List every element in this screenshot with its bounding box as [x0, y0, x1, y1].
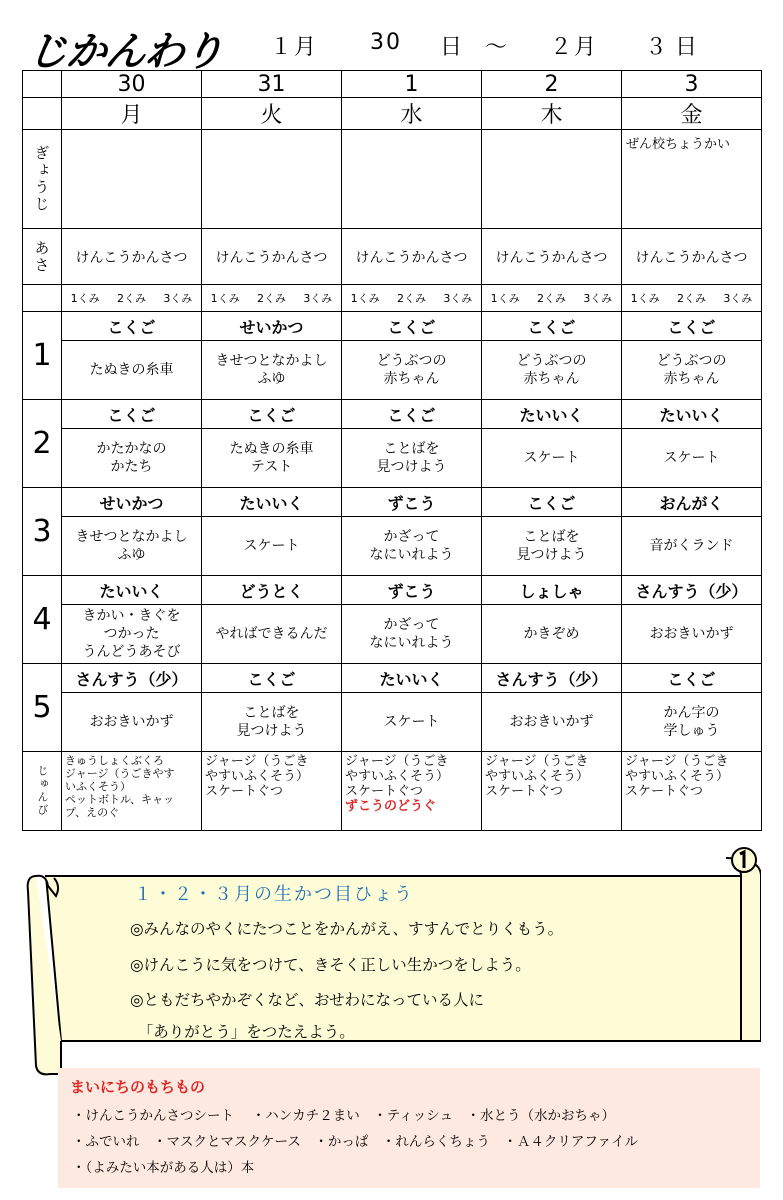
- class-label: 3くみ: [723, 292, 753, 305]
- class-cell: [622, 285, 762, 312]
- subject-cell: せいかつ: [202, 312, 342, 341]
- subject-cell: さんすう（少）: [62, 664, 202, 693]
- day-start: 30: [370, 30, 402, 55]
- class-cell: [342, 285, 482, 312]
- topic-cell: かきぞめ: [482, 605, 622, 664]
- topic-cell: スケート: [202, 517, 342, 576]
- goal-line-3: ◎ともだちやかぞくなど、おせわになっている人に: [130, 991, 485, 1009]
- subject-cell: どうとく: [202, 576, 342, 605]
- subject-cell: さんすう（少）: [482, 664, 622, 693]
- subject-cell: ずこう: [342, 576, 482, 605]
- topic-cell: かざって なにいれよう: [342, 605, 482, 664]
- belongings-line-1: ・けんこうかんさつシート ・ハンカチ２まい ・ティッシュ ・水とう（水かおちゃ）: [72, 1108, 615, 1124]
- class-list: [202, 290, 341, 306]
- belongings-title: まいにちのもちもの: [70, 1078, 206, 1096]
- preparation-cell: [342, 752, 482, 831]
- subject-cell: せいかつ: [62, 488, 202, 517]
- corner-cell: [23, 71, 62, 98]
- class-label: 2くみ: [256, 292, 286, 305]
- weekday-cell: 水: [342, 98, 482, 130]
- topic-cell: ことばを 見つけよう: [342, 429, 482, 488]
- morning-cell: けんこうかんさつ: [342, 229, 482, 285]
- class-cell: [202, 285, 342, 312]
- period-topic-row: [23, 341, 762, 400]
- class-label: 1くみ: [630, 292, 660, 305]
- morning-row: [23, 229, 762, 285]
- goal-line-1: ◎みんなのやくにたつことをかんがえ、すすんでとりくもう。: [130, 920, 564, 938]
- subject-cell: たいいく: [342, 664, 482, 693]
- class-label: 3くみ: [163, 292, 193, 305]
- class-label: 1くみ: [70, 292, 100, 305]
- weekday-cell: 月: [62, 98, 202, 130]
- events-label: ぎょうじ: [32, 145, 51, 213]
- topic-cell: たぬきの糸車: [62, 341, 202, 400]
- topic-cell: かざって なにいれよう: [342, 517, 482, 576]
- subject-cell: たいいく: [202, 488, 342, 517]
- period-number: 3: [23, 488, 62, 576]
- class-label: 2くみ: [536, 292, 566, 305]
- topic-cell: かたかなの かたち: [62, 429, 202, 488]
- topic-cell: やればできるんだ: [202, 605, 342, 664]
- class-list: [622, 290, 761, 306]
- class-row: [23, 285, 762, 312]
- date-cell: 30: [62, 71, 202, 98]
- subject-cell: さんすう（少）: [622, 576, 762, 605]
- month-start: １月: [270, 35, 319, 60]
- class-label: 3くみ: [583, 292, 613, 305]
- preparation-cell: [62, 752, 202, 831]
- date-cell: 31: [202, 71, 342, 98]
- subject-cell: たいいく: [482, 400, 622, 429]
- period-subject-row: [23, 576, 762, 605]
- goal-line-2: ◎けんこうに気をつけて、きそく正しい生かつをしよう。: [130, 956, 531, 974]
- topic-cell: おおきいかず: [62, 693, 202, 752]
- topic-cell: ことばを 見つけよう: [202, 693, 342, 752]
- period-subject-row: [23, 312, 762, 341]
- preparation-cell: [622, 752, 762, 831]
- topic-cell: きせつとなかよし ふゆ: [62, 517, 202, 576]
- class-label: 1くみ: [210, 292, 240, 305]
- topic-cell: おおきいかず: [482, 693, 622, 752]
- page-title: じかんわり: [25, 29, 226, 75]
- period-number: 4: [23, 576, 62, 664]
- event-cell: [342, 130, 482, 229]
- subject-cell: ずこう: [342, 488, 482, 517]
- daily-belongings-box: [58, 1068, 760, 1188]
- subject-cell: たいいく: [622, 400, 762, 429]
- weekday-cell: 金: [622, 98, 762, 130]
- topic-cell: どうぶつの 赤ちゃん: [622, 341, 762, 400]
- period-subject-row: [23, 488, 762, 517]
- topic-cell: 音がくランド: [622, 517, 762, 576]
- weekday-cell: 火: [202, 98, 342, 130]
- morning-cell: けんこうかんさつ: [62, 229, 202, 285]
- topic-cell: きせつとなかよし ふゆ: [202, 341, 342, 400]
- topic-cell: どうぶつの 赤ちゃん: [342, 341, 482, 400]
- preparation-text: ジャージ（うごき やすいふくそう） スケートぐつ: [485, 754, 590, 799]
- subject-cell: こくご: [62, 312, 202, 341]
- event-cell: [202, 130, 342, 229]
- topic-cell: かん字の 学しゅう: [622, 693, 762, 752]
- period-topic-row: [23, 605, 762, 664]
- class-list: [342, 290, 481, 306]
- event-cell: [482, 130, 622, 229]
- subject-cell: こくご: [622, 312, 762, 341]
- preparation-extra: ずこうのどうぐ: [345, 799, 437, 814]
- topic-cell: ことばを 見つけよう: [482, 517, 622, 576]
- morning-cell: けんこうかんさつ: [482, 229, 622, 285]
- preparation-text: ジャージ（うごき やすいふくそう） スケートぐつ: [205, 754, 310, 799]
- class-label: 2くみ: [396, 292, 426, 305]
- class-label: 2くみ: [676, 292, 706, 305]
- timetable: [22, 70, 762, 831]
- day-start-unit: 日: [440, 35, 465, 60]
- date-cell: 1: [342, 71, 482, 98]
- period-number: 5: [23, 664, 62, 752]
- day-end: ３: [645, 35, 670, 60]
- class-list: [62, 290, 201, 306]
- preparation-label-cell: [23, 752, 62, 831]
- preparation-row: [23, 752, 762, 831]
- date-cell: 2: [482, 71, 622, 98]
- subject-cell: たいいく: [62, 576, 202, 605]
- period-subject-row: [23, 400, 762, 429]
- class-label: 3くみ: [443, 292, 473, 305]
- event-cell: [62, 130, 202, 229]
- topic-cell: どうぶつの 赤ちゃん: [482, 341, 622, 400]
- goals-title: １・２・３月の生かつ目ひょう: [134, 884, 414, 905]
- preparation-text: きゅうしょくぶくろ ジャージ（うごきやす いふくそう） ペットボトル、キャッ プ、えのぐ: [65, 754, 175, 819]
- subject-cell: こくご: [482, 488, 622, 517]
- corner-cell: [23, 285, 62, 312]
- period-topic-row: [23, 517, 762, 576]
- class-label: 1くみ: [490, 292, 520, 305]
- goal-line-4: 「ありがとう」をつたえよう。: [130, 1023, 355, 1041]
- morning-cell: けんこうかんさつ: [622, 229, 762, 285]
- preparation-label: じゅんび: [36, 765, 49, 817]
- subject-cell: こくご: [202, 400, 342, 429]
- morning-cell: けんこうかんさつ: [202, 229, 342, 285]
- topic-cell: おおきいかず: [622, 605, 762, 664]
- class-list: [482, 290, 621, 306]
- preparation-cell: [482, 752, 622, 831]
- date-row: [23, 71, 762, 98]
- period-topic-row: [23, 429, 762, 488]
- tilde: ～: [485, 35, 510, 60]
- class-label: 2くみ: [116, 292, 146, 305]
- events-row: [23, 130, 762, 229]
- subject-cell: こくご: [202, 664, 342, 693]
- month-end: ２月: [550, 35, 599, 60]
- subject-cell: こくご: [342, 400, 482, 429]
- subject-cell: こくご: [62, 400, 202, 429]
- morning-label: あさ: [32, 239, 51, 274]
- preparation-text: ジャージ（うごき やすいふくそう） スケートぐつ: [625, 754, 730, 799]
- subject-cell: こくご: [482, 312, 622, 341]
- period-number: 1: [23, 312, 62, 400]
- subject-cell: こくご: [342, 312, 482, 341]
- subject-cell: おんがく: [622, 488, 762, 517]
- topic-cell: たぬきの糸車 テスト: [202, 429, 342, 488]
- period-subject-row: [23, 664, 762, 693]
- event-cell: ぜん校ちょうかい: [622, 130, 762, 229]
- topic-cell: スケート: [622, 429, 762, 488]
- preparation-cell: [202, 752, 342, 831]
- date-cell: 3: [622, 71, 762, 98]
- class-cell: [482, 285, 622, 312]
- preparation-text: ジャージ（うごき やすいふくそう） スケートぐつ: [345, 754, 450, 799]
- day-end-unit: 日: [675, 35, 700, 60]
- weekday-row: [23, 98, 762, 130]
- subject-cell: しょしゃ: [482, 576, 622, 605]
- belongings-line-2: ・ふでいれ ・マスクとマスクケース ・かっぱ ・れんらくちょう ・Ａ４クリアファイル: [72, 1134, 639, 1150]
- weekday-cell: 木: [482, 98, 622, 130]
- class-label: 1くみ: [350, 292, 380, 305]
- subject-cell: こくご: [622, 664, 762, 693]
- period-number: 2: [23, 400, 62, 488]
- topic-cell: スケート: [342, 693, 482, 752]
- class-label: 3くみ: [303, 292, 333, 305]
- period-topic-row: [23, 693, 762, 752]
- topic-cell: きかい・きぐを つかった うんどうあそび: [62, 605, 202, 664]
- corner-cell: [23, 98, 62, 130]
- morning-label-cell: [23, 229, 62, 285]
- class-cell: [62, 285, 202, 312]
- belongings-line-3: ・（よみたい本がある人は）本: [72, 1160, 255, 1176]
- events-label-cell: [23, 130, 62, 229]
- topic-cell: スケート: [482, 429, 622, 488]
